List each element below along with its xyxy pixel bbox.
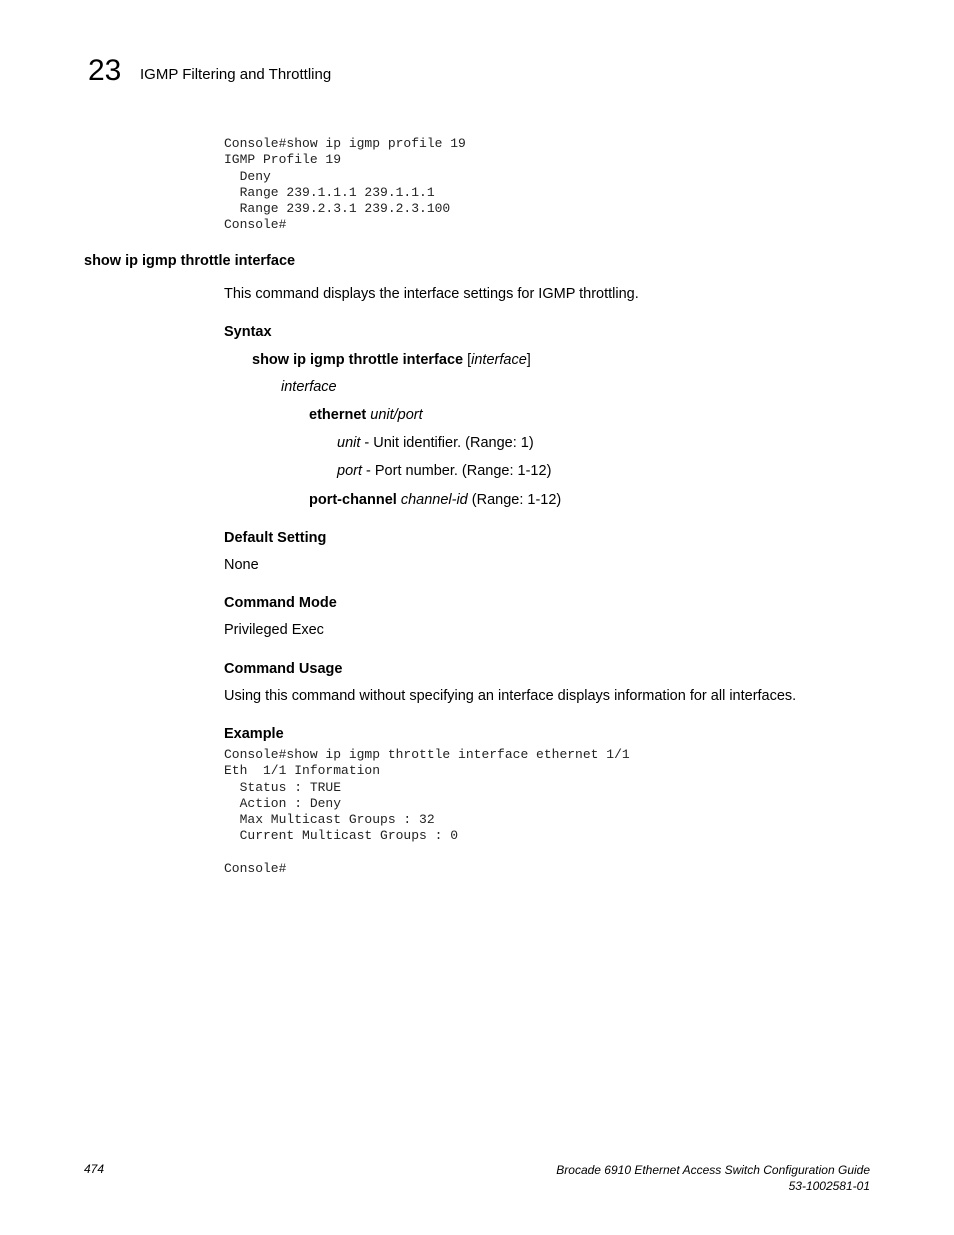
- code-block-example: Console#show ip igmp throttle interface ethernet 1/1 Eth 1/1 Information Status : TRUE Action : Deny Max Multicast Groups : 32 Current Multicast Groups : 0 Console#: [224, 747, 630, 877]
- footer-doc-info: [556, 1162, 870, 1194]
- command-mode-value: Privileged Exec: [224, 622, 324, 638]
- section-title: show ip igmp throttle interface: [84, 253, 296, 269]
- example-heading: Example: [224, 726, 284, 742]
- port-param-line: [337, 462, 551, 480]
- ethernet-option: [309, 406, 423, 424]
- code-block-profile: Console#show ip igmp profile 19 IGMP Profile 19 Deny Range 239.1.1.1 239.1.1.1 Range 239.2.3.1 239.2.3.100 Console#: [224, 136, 466, 233]
- chapter-number: 23: [88, 54, 122, 87]
- section-description: This command displays the interface settings for IGMP throttling.: [224, 286, 639, 302]
- syntax-bracket-open: [: [463, 352, 472, 368]
- unit-param-line: [337, 434, 534, 452]
- footer-doc-id: 53-1002581-01: [788, 1179, 870, 1193]
- chapter-title: IGMP Filtering and Throttling: [140, 66, 332, 83]
- port-desc: - Port number. (Range: 1-12): [362, 463, 552, 479]
- ethernet-keyword: ethernet: [309, 407, 367, 423]
- footer-doc-title: Brocade 6910 Ethernet Access Switch Configuration Guide: [556, 1163, 870, 1177]
- syntax-line: [252, 351, 531, 369]
- portchannel-arg: channel-id: [400, 492, 468, 508]
- command-mode-heading: Command Mode: [224, 595, 337, 611]
- syntax-param: interface: [471, 352, 527, 368]
- default-setting-value: None: [224, 557, 259, 573]
- command-usage-value: Using this command without specifying an interface displays information for all interfaces.: [224, 688, 797, 704]
- portchannel-range: (Range: 1-12): [467, 492, 562, 508]
- default-setting-heading: Default Setting: [224, 530, 327, 546]
- unit-param: unit: [337, 435, 361, 451]
- syntax-heading: Syntax: [224, 324, 272, 340]
- portchannel-option: [309, 491, 561, 509]
- unit-desc: - Unit identifier. (Range: 1): [360, 435, 534, 451]
- param-label: interface: [281, 379, 337, 395]
- portchannel-keyword: port-channel: [309, 492, 397, 508]
- command-usage-heading: Command Usage: [224, 661, 343, 677]
- syntax-command: show ip igmp throttle interface: [252, 352, 464, 368]
- page-number: 474: [84, 1162, 105, 1176]
- syntax-bracket-close: ]: [526, 352, 531, 368]
- ethernet-args: unit/port: [370, 407, 423, 423]
- port-param: port: [337, 463, 362, 479]
